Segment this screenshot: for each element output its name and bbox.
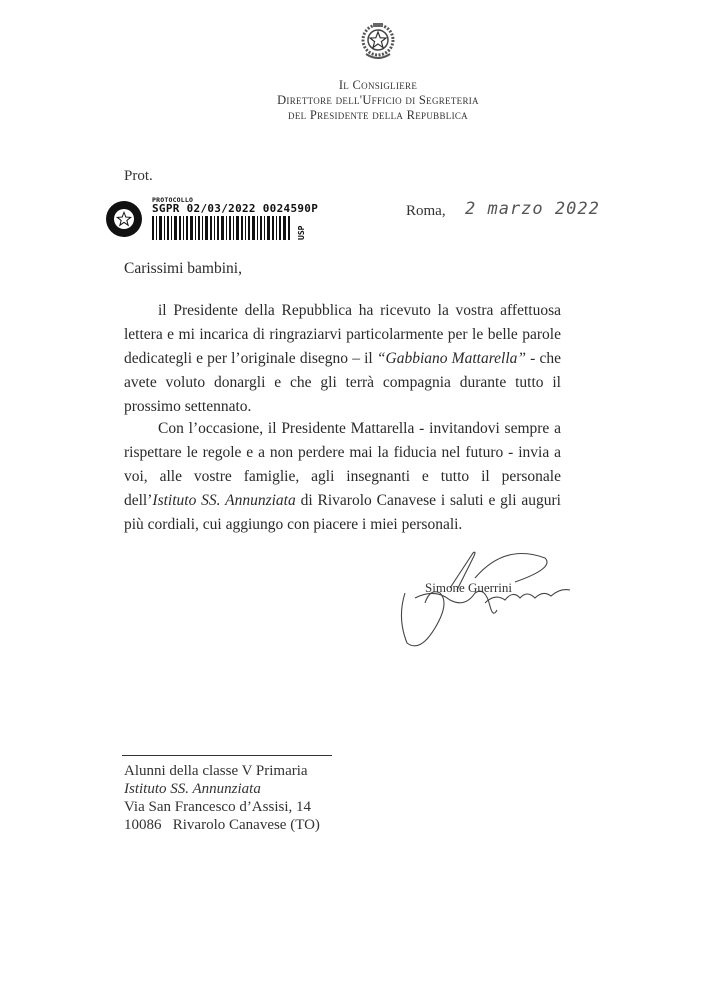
protocol-label: Prot. xyxy=(124,168,153,184)
handwritten-date: 2 marzo 2022 xyxy=(465,199,600,219)
barcode-icon xyxy=(152,216,292,240)
handwritten-signature xyxy=(395,548,585,658)
school-name: Istituto SS. Annunziata xyxy=(152,492,296,509)
stamp-label: PROTOCOLLO xyxy=(152,196,194,204)
stamp-emblem-icon xyxy=(104,198,144,240)
date-place: Roma, xyxy=(406,203,446,219)
paragraph-1-text-end: - che avete voluto donargli e che gli terrà compagnia durante tutto il prossimo settennato. xyxy=(124,350,561,415)
salutation: Carissimi bambini, xyxy=(124,260,242,277)
letterhead-institution: del Presidente della Repubblica xyxy=(288,108,468,122)
letterhead-office: Direttore dell'Ufficio di Segreteria xyxy=(277,93,479,107)
signatory-name: Simone Guerrini xyxy=(425,580,513,595)
paragraph-2 xyxy=(124,417,561,537)
address-separator xyxy=(122,755,332,756)
italian-republic-emblem-icon xyxy=(358,20,398,64)
paragraph-1 xyxy=(124,299,561,419)
paragraph-1-text: il Presidente della Repubblica ha ricevuto la vostra affettuosa lettera e mi incarica di ringraziarvi particolarmente per le belle parole dedicategli e per l’originale disegno – il xyxy=(124,302,561,367)
drawing-title: “Gabbiano Mattarella” xyxy=(376,350,527,367)
paragraph-2-text-end: di Rivarolo Canavese i saluti e gli auguri più cordiali, cui aggiungo con piacere i miei personali. xyxy=(124,492,561,533)
stamp-side-code: USP xyxy=(297,225,306,240)
recipient-line-3: Via San Francesco d’Assisi, 14 xyxy=(124,799,311,815)
stamp-code: SGPR 02/03/2022 0024590P xyxy=(152,202,319,215)
recipient-line-4: 10086 Rivarolo Canavese (TO) xyxy=(124,817,320,833)
letterhead-title: Il Consigliere xyxy=(338,78,418,92)
protocol-stamp xyxy=(104,196,319,244)
recipient-line-1: Alunni della classe V Primaria xyxy=(124,763,308,779)
paragraph-2-text: Con l’occasione, il Presidente Mattarella - invitandovi sempre a rispettare le regole e a non perdere mai la fiducia nel futuro - invia a voi, alle vostre famiglie, agli insegnanti e tutto il personale dell’ xyxy=(124,420,561,509)
recipient-line-2: Istituto SS. Annunziata xyxy=(124,781,261,797)
